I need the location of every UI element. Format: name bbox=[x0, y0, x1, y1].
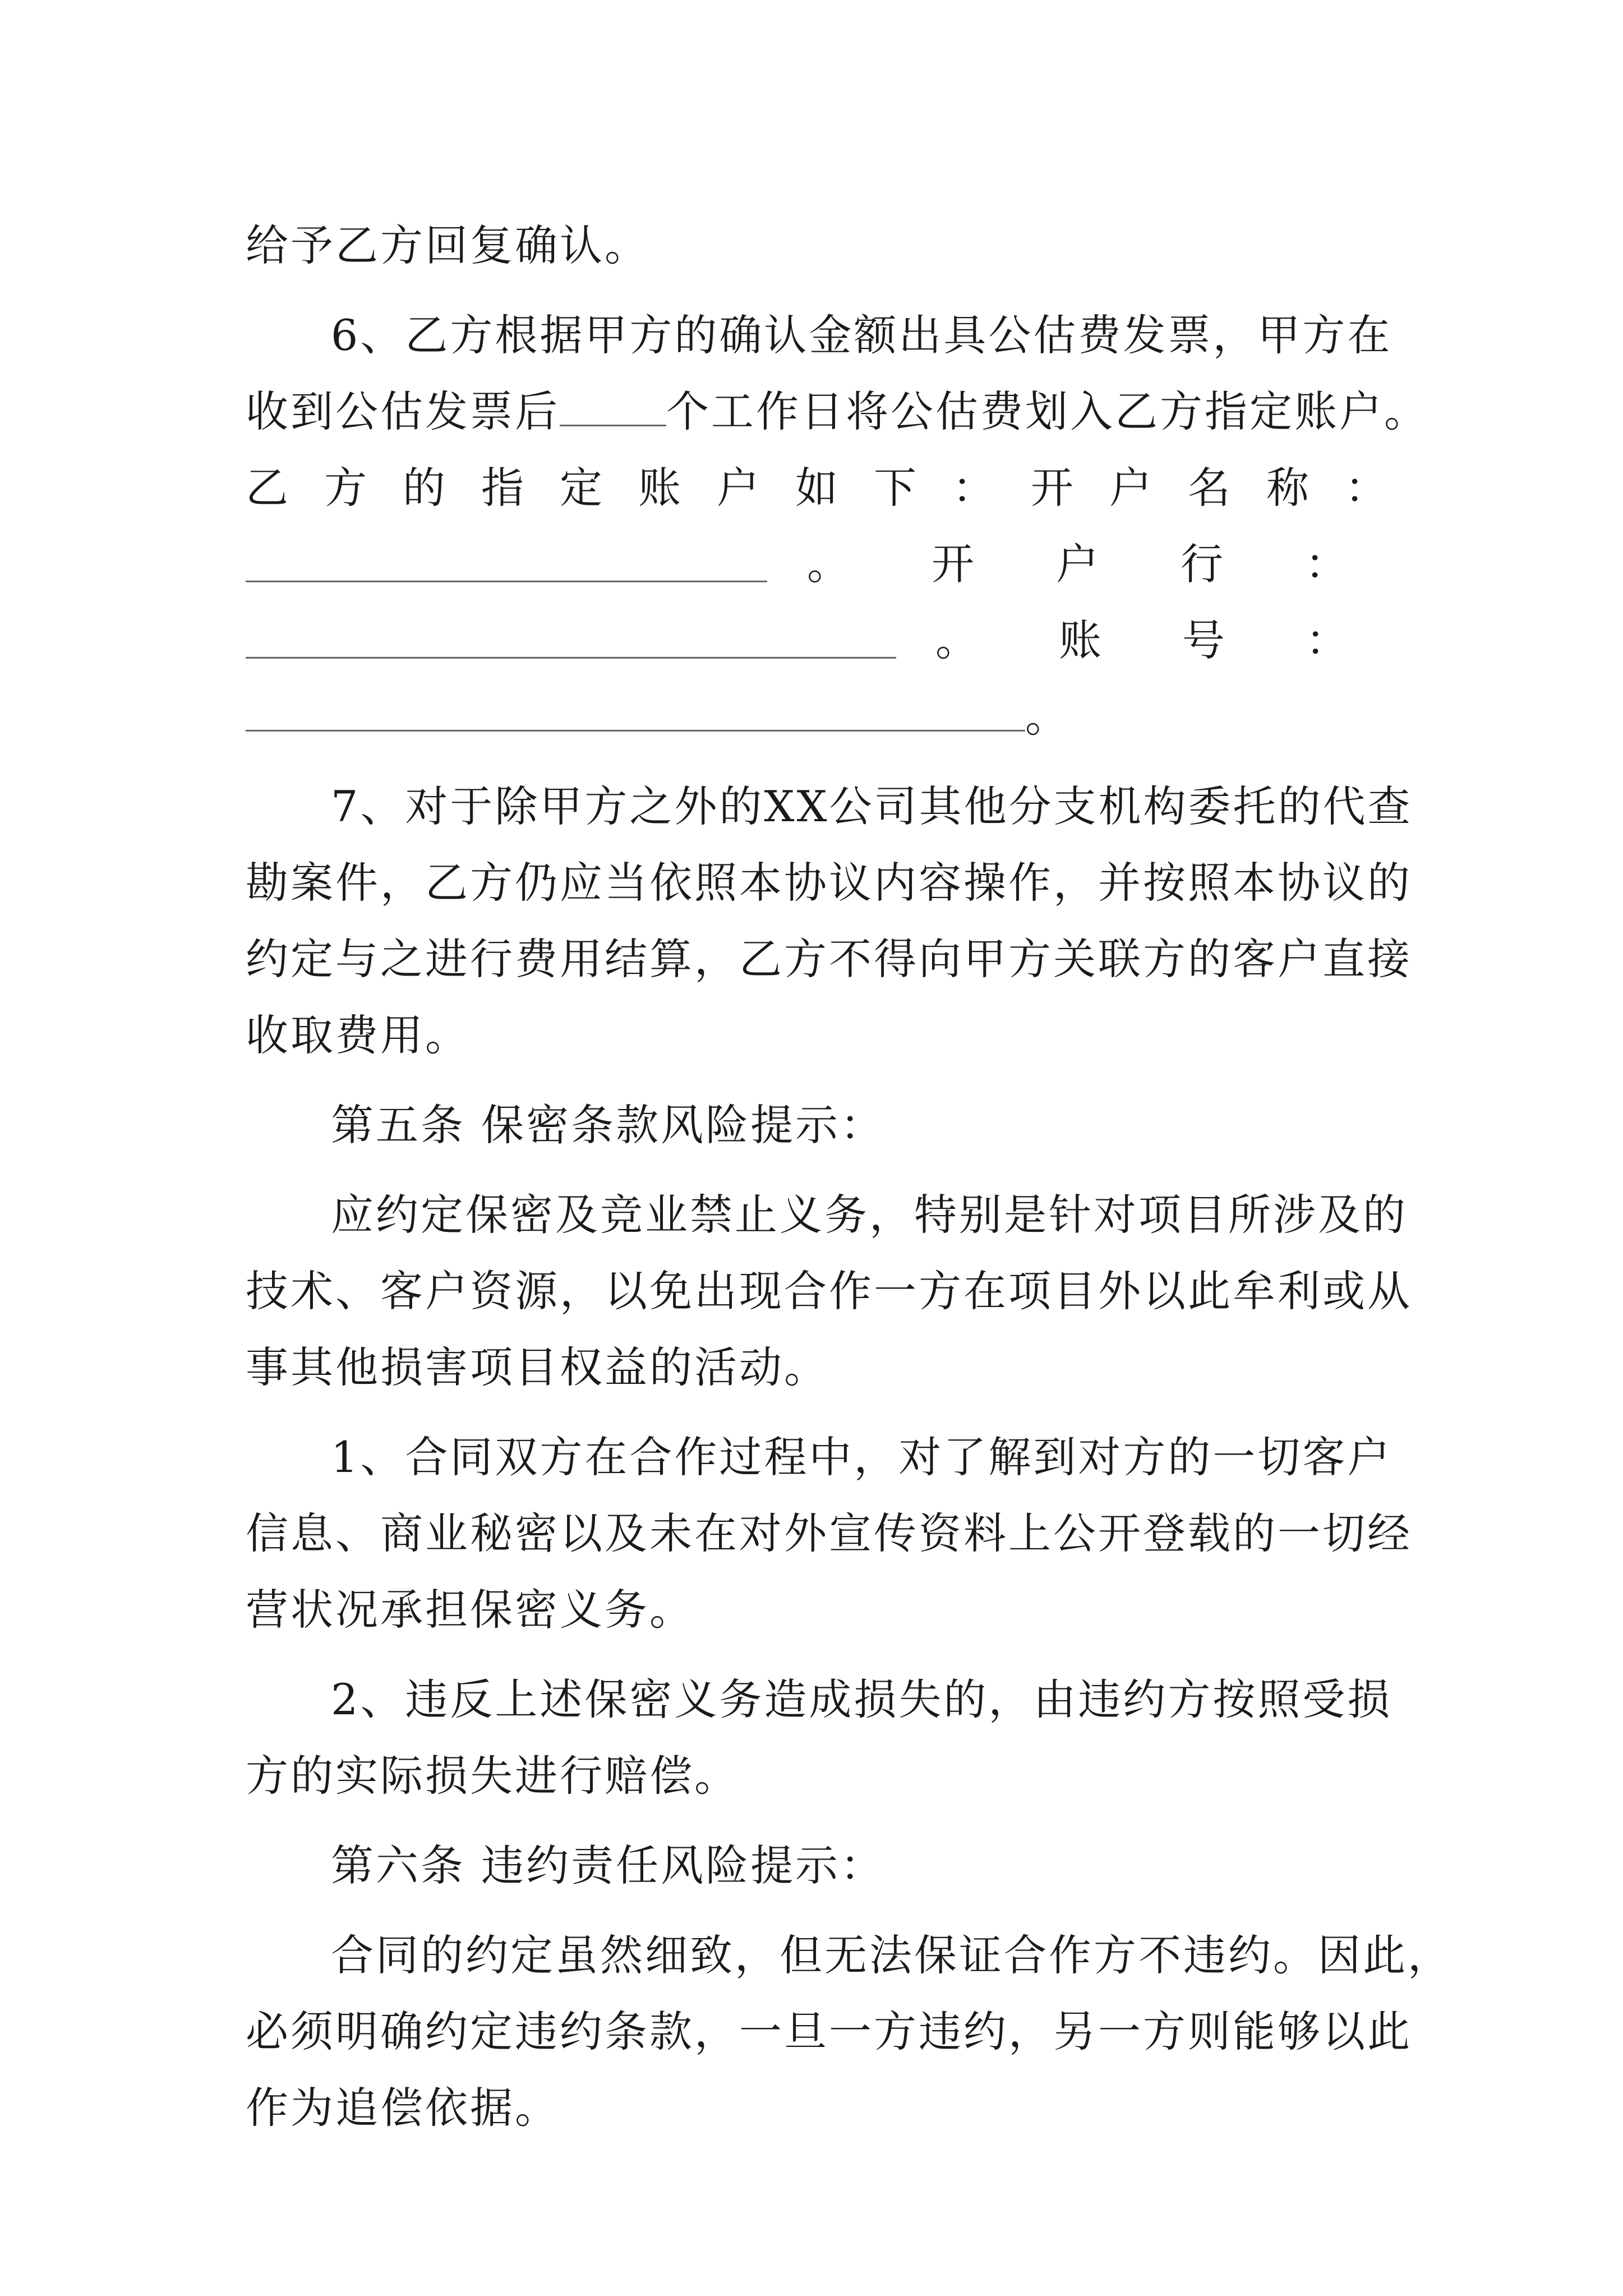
spread-char: 下 bbox=[874, 463, 919, 513]
text-line: 6、乙方根据甲方的确认金额出具公估费发票，甲方在 bbox=[331, 310, 1393, 360]
section-heading: 第五条 保密条款风险提示： bbox=[331, 1100, 886, 1150]
spread-char: 定 bbox=[560, 463, 605, 513]
text-fragment: 。 bbox=[1025, 692, 1070, 742]
spread-char: 方 bbox=[324, 463, 369, 513]
text-line: 7、对于除甲方之外的XX公司其他分支机构委托的代查 bbox=[331, 781, 1413, 831]
spread-char: 名 bbox=[1188, 463, 1233, 513]
spread-char: 的 bbox=[403, 463, 448, 513]
text-line-account-number bbox=[246, 679, 1390, 755]
spread-char: 称 bbox=[1266, 463, 1311, 513]
spread-char: 开 bbox=[932, 539, 976, 589]
text-line: 勘案件，乙方仍应当依照本协议内容操作，并按照本协议的 bbox=[246, 858, 1412, 908]
spread-char: ： bbox=[952, 463, 997, 513]
spread-char: 账 bbox=[1059, 615, 1104, 665]
text-line: 2、违反上述保密义务造成损失的，由违约方按照受损 bbox=[331, 1674, 1393, 1724]
text-line: 应约定保密及竞业禁止义务，特别是针对项目所涉及的 bbox=[331, 1190, 1408, 1240]
spread-char: ： bbox=[1306, 615, 1350, 665]
spread-char: 户 bbox=[1109, 463, 1154, 513]
document-body bbox=[246, 208, 1453, 2146]
spread-char: 如 bbox=[795, 463, 840, 513]
spread-char: 行 bbox=[1181, 539, 1225, 589]
text-line: 事其他损害项目权益的活动。 bbox=[246, 1342, 829, 1392]
text-line: 技术、客户资源，以免出现合作一方在项目外以此牟利或从 bbox=[246, 1266, 1412, 1316]
text-fragment: 个工作日将公估费划入乙方指定账户。 bbox=[666, 386, 1429, 436]
spread-char: 账 bbox=[638, 463, 683, 513]
spread-char: ： bbox=[1345, 463, 1390, 513]
spread-char: 指 bbox=[481, 463, 526, 513]
text-line: 方的实际损失进行赔偿。 bbox=[246, 1751, 739, 1801]
text-line-bank bbox=[246, 602, 1390, 679]
spread-char: 号 bbox=[1182, 615, 1227, 665]
text-line: 约定与之进行费用结算，乙方不得向甲方关联方的客户直接 bbox=[246, 934, 1412, 984]
text-fragment: 收到公估发票后 bbox=[246, 386, 560, 436]
text-line: 营状况承担保密义务。 bbox=[246, 1585, 694, 1635]
text-line bbox=[246, 374, 1429, 450]
text-line: 给予乙方回复确认。 bbox=[246, 220, 649, 270]
blank-account-number bbox=[246, 696, 1025, 731]
text-line-spread bbox=[246, 450, 1390, 526]
spread-char: 乙 bbox=[246, 463, 291, 513]
text-line: 收取费用。 bbox=[246, 1010, 470, 1060]
text-line: 必须明确约定违约条款，一旦一方违约，另一方则能够以此 bbox=[246, 2007, 1412, 2056]
text-line: 作为追偿依据。 bbox=[246, 2083, 560, 2133]
text-line-account-name bbox=[246, 526, 1390, 602]
spread-char: 户 bbox=[717, 463, 762, 513]
spread-char: 开 bbox=[1031, 463, 1076, 513]
section-heading: 第六条 违约责任风险提示： bbox=[331, 1841, 886, 1890]
spread-char: 户 bbox=[1056, 539, 1101, 589]
blank-bank bbox=[246, 623, 896, 659]
spread-char: ： bbox=[1305, 539, 1350, 589]
text-line: 合同的约定虽然细致，但无法保证合作方不违约。因此， bbox=[331, 1930, 1453, 1980]
spread-char: 。 bbox=[807, 539, 852, 589]
text-line: 1、合同双方在合作过程中，对了解到对方的一切客户 bbox=[331, 1432, 1393, 1482]
blank-working-days bbox=[560, 391, 666, 426]
spread-char: 。 bbox=[935, 615, 980, 665]
blank-account-name bbox=[246, 547, 767, 582]
text-line: 信息、商业秘密以及未在对外宣传资料上公开登载的一切经 bbox=[246, 1508, 1412, 1558]
